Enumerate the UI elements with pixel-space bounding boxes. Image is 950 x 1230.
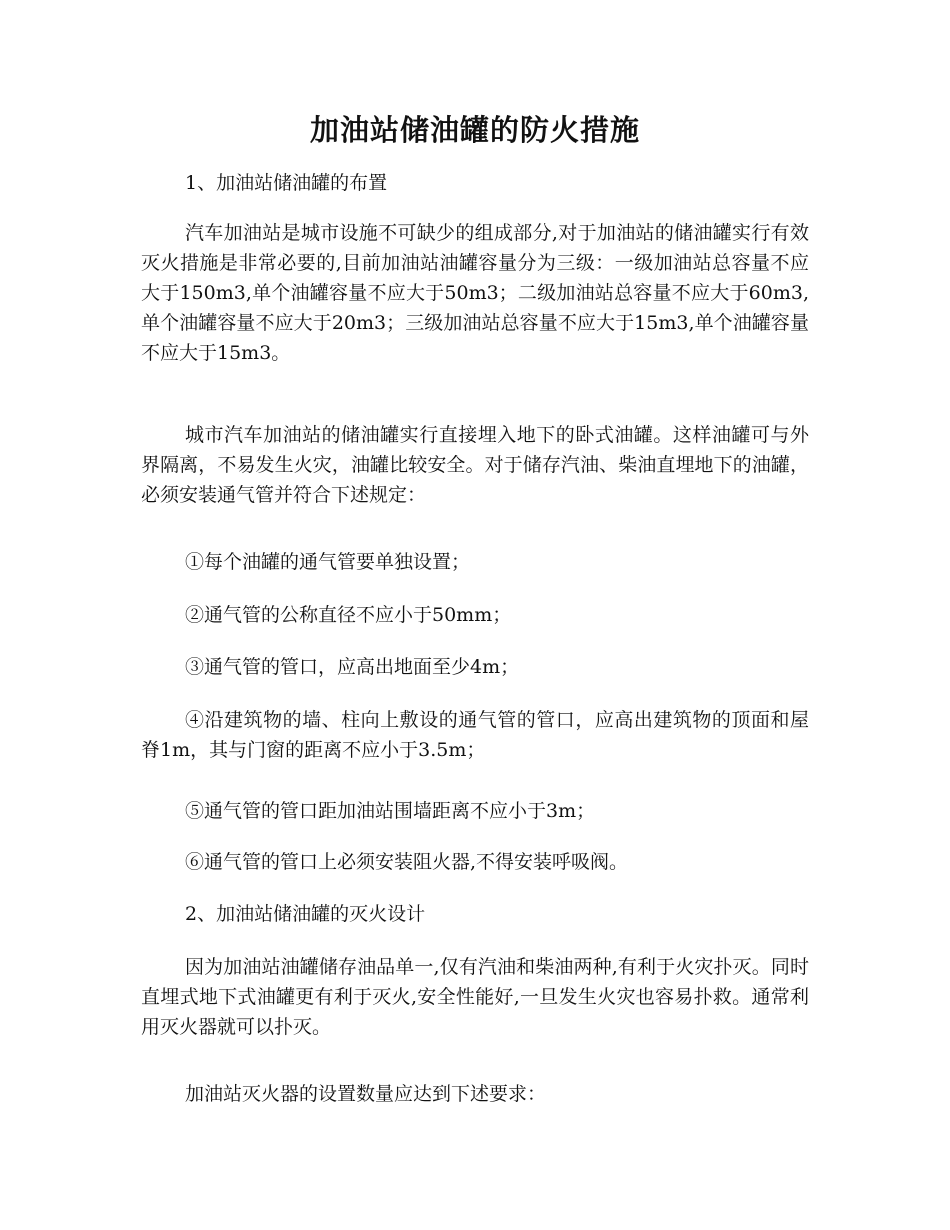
list-item-4: ④沿建筑物的墙、柱向上敷设的通气管的管口，应高出建筑物的顶面和屋脊1m，其与门窗的距离不应小于3.5m； bbox=[141, 709, 809, 761]
list-item-3: ③通气管的管口，应高出地面至少4m； bbox=[185, 656, 520, 678]
paragraph-1: 汽车加油站是城市设施不可缺少的组成部分,对于加油站的储油罐实行有效灭火措施是非常必要的,目前加油站油罐容量分为三级：一级加油站总容量不应大于150m3,单个油罐容量不应大于50m3；二级加油站总容量不应大于60m3,单个油罐容量不应大于20m3；三级加油站总容量不应大于15m3,单个油罐容量不应大于15m3。 bbox=[141, 222, 809, 364]
list-item-6: ⑥通气管的管口上必须安装阻火器,不得安装呼吸阀。 bbox=[185, 851, 629, 873]
paragraph-3: 因为加油站油罐储存油品单一,仅有汽油和柴油两种,有利于火灾扑灭。同时直埋式地下式油罐更有利于灭火,安全性能好,一旦发生火灾也容易扑救。通常利用灭火器就可以扑灭。 bbox=[141, 956, 809, 1038]
list-item-1: ①每个油罐的通气管要单独设置； bbox=[185, 551, 471, 573]
section-1-heading: 1、加油站储油罐的布置 bbox=[185, 172, 388, 194]
paragraph-4: 加油站灭火器的设置数量应达到下述要求： bbox=[185, 1083, 547, 1105]
list-item-2: ②通气管的公称直径不应小于50mm； bbox=[185, 604, 512, 626]
list-item-5: ⑤通气管的管口距加油站围墙距离不应小于3m； bbox=[185, 800, 596, 822]
document-title: 加油站储油罐的防火措施 bbox=[309, 113, 640, 147]
paragraph-2: 城市汽车加油站的储油罐实行直接埋入地下的卧式油罐。这样油罐可与外界隔离，不易发生火灾，油罐比较安全。对于储存汽油、柴油直埋地下的油罐，必须安装通气管并符合下述规定： bbox=[141, 424, 809, 506]
section-2-heading: 2、加油站储油罐的灭火设计 bbox=[185, 903, 426, 925]
